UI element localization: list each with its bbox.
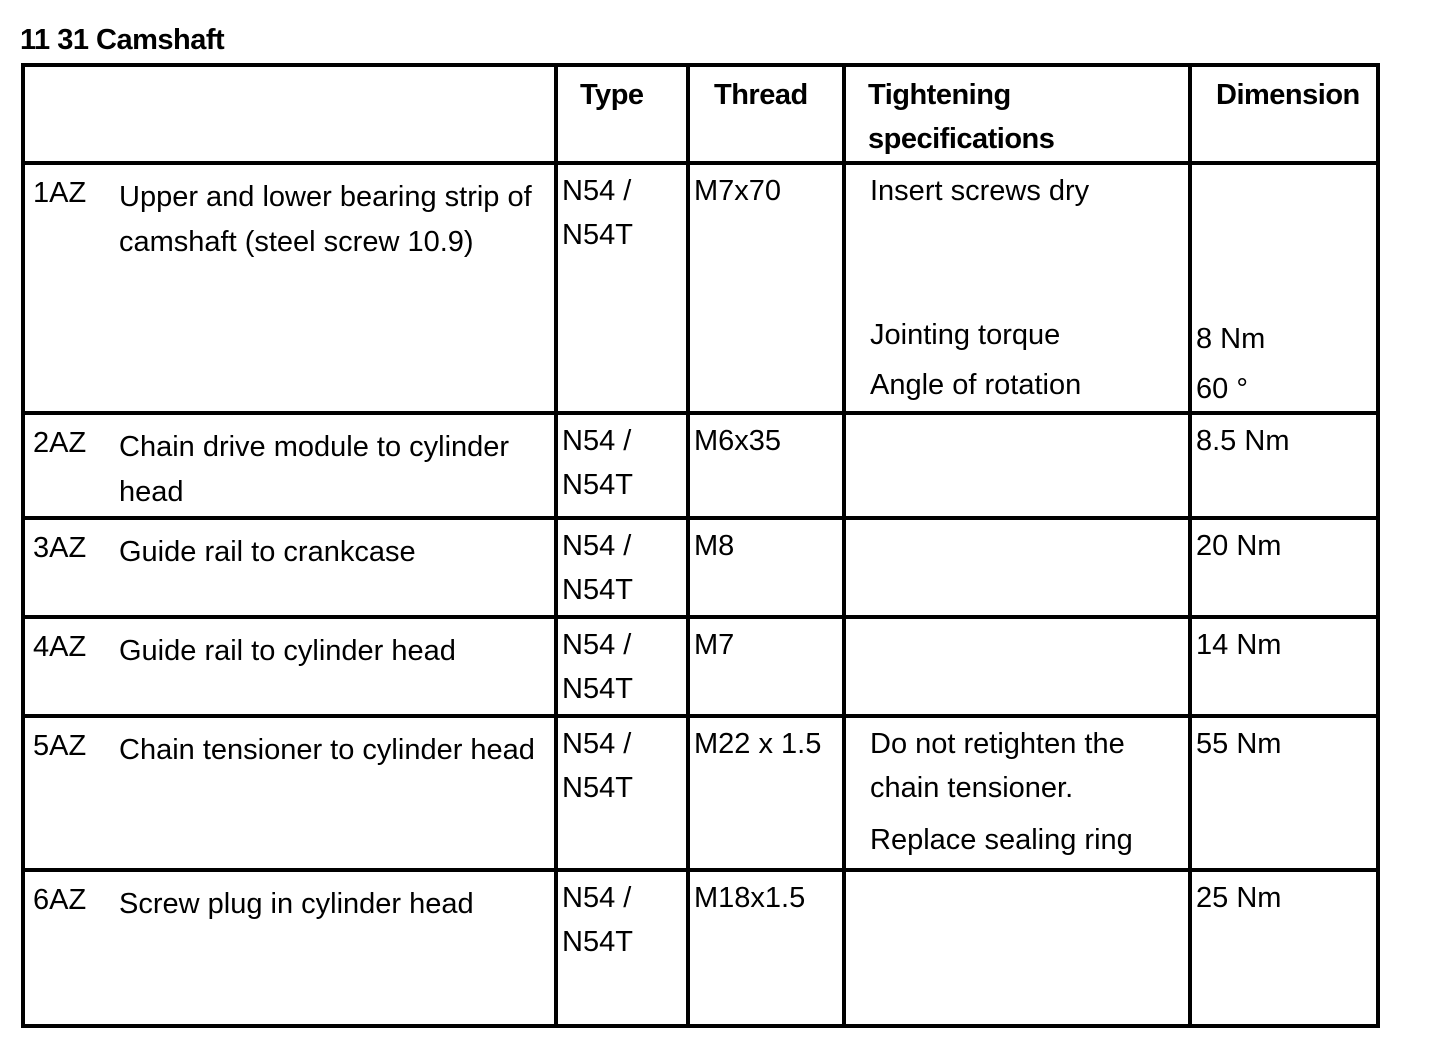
position-description: Screw plug in cylinder head [119, 888, 474, 920]
tightening-cell [844, 617, 1190, 716]
header-type: Type [556, 65, 688, 163]
tightening-note: Insert screws dry [870, 175, 1090, 207]
position-code: 4AZ [33, 631, 87, 663]
position-cell [23, 870, 556, 1026]
thread-cell: M18x1.5 [688, 870, 844, 1026]
dimension-value: 8 Nm [1196, 323, 1266, 355]
tightening-cell [844, 518, 1190, 617]
table-row [23, 716, 1378, 870]
dimension-cell [1190, 163, 1378, 413]
header-dimension: Dimension [1190, 65, 1378, 163]
position-code: 5AZ [33, 730, 87, 762]
table-row [23, 163, 1378, 413]
thread-cell: M6x35 [688, 413, 844, 518]
thread-cell: M22 x 1.5 [688, 716, 844, 870]
type-cell: N54 / N54T [556, 716, 688, 870]
thread-cell: M7x70 [688, 163, 844, 413]
dimension-value: 14 Nm [1196, 629, 1282, 661]
tightening-cell [844, 163, 1190, 413]
position-code: 2AZ [33, 427, 87, 459]
position-code: 1AZ [33, 177, 87, 209]
position-code: 3AZ [33, 532, 87, 564]
position-description: Guide rail to crankcase [119, 536, 416, 568]
dimension-cell [1190, 617, 1378, 716]
table-row [23, 870, 1378, 1026]
dimension-value: 60 ° [1196, 373, 1248, 405]
thread-cell: M8 [688, 518, 844, 617]
dimension-value: 8.5 Nm [1196, 425, 1290, 457]
position-description: Chain tensioner to cylinder head [119, 734, 535, 766]
dimension-cell [1190, 870, 1378, 1026]
type-cell: N54 / N54T [556, 163, 688, 413]
type-cell: N54 / N54T [556, 413, 688, 518]
table-row [23, 413, 1378, 518]
position-cell [23, 163, 556, 413]
table-row [23, 617, 1378, 716]
header-thread: Thread [688, 65, 844, 163]
tightening-note: Angle of rotation [870, 369, 1082, 401]
thread-cell: M7 [688, 617, 844, 716]
tightening-note: Replace sealing ring [870, 824, 1133, 856]
dimension-cell [1190, 413, 1378, 518]
dimension-cell [1190, 518, 1378, 617]
tightening-spec-table [21, 63, 1380, 1028]
position-cell [23, 617, 556, 716]
header-position [23, 65, 556, 163]
position-code: 6AZ [33, 884, 87, 916]
header-tightening-specifications: Tightening specifications [844, 65, 1190, 163]
page-title: 11 31 Camshaft [20, 24, 225, 56]
tightening-cell [844, 716, 1190, 870]
tightening-cell [844, 413, 1190, 518]
tightening-cell [844, 870, 1190, 1026]
dimension-cell [1190, 716, 1378, 870]
position-cell [23, 518, 556, 617]
table-header-row [23, 65, 1378, 163]
position-description: Upper and lower bearing strip of camshaft (steel screw 10.9) [119, 181, 532, 258]
dimension-value: 25 Nm [1196, 882, 1282, 914]
position-cell [23, 413, 556, 518]
dimension-value: 20 Nm [1196, 530, 1282, 562]
type-cell: N54 / N54T [556, 870, 688, 1026]
tightening-note: Jointing torque [870, 319, 1061, 351]
tightening-note: Do not retighten the chain tensioner. [870, 728, 1125, 804]
dimension-value: 55 Nm [1196, 728, 1282, 760]
position-description: Chain drive module to cylinder head [119, 431, 510, 508]
type-cell: N54 / N54T [556, 518, 688, 617]
position-description: Guide rail to cylinder head [119, 635, 456, 667]
type-cell: N54 / N54T [556, 617, 688, 716]
table-row [23, 518, 1378, 617]
position-cell [23, 716, 556, 870]
